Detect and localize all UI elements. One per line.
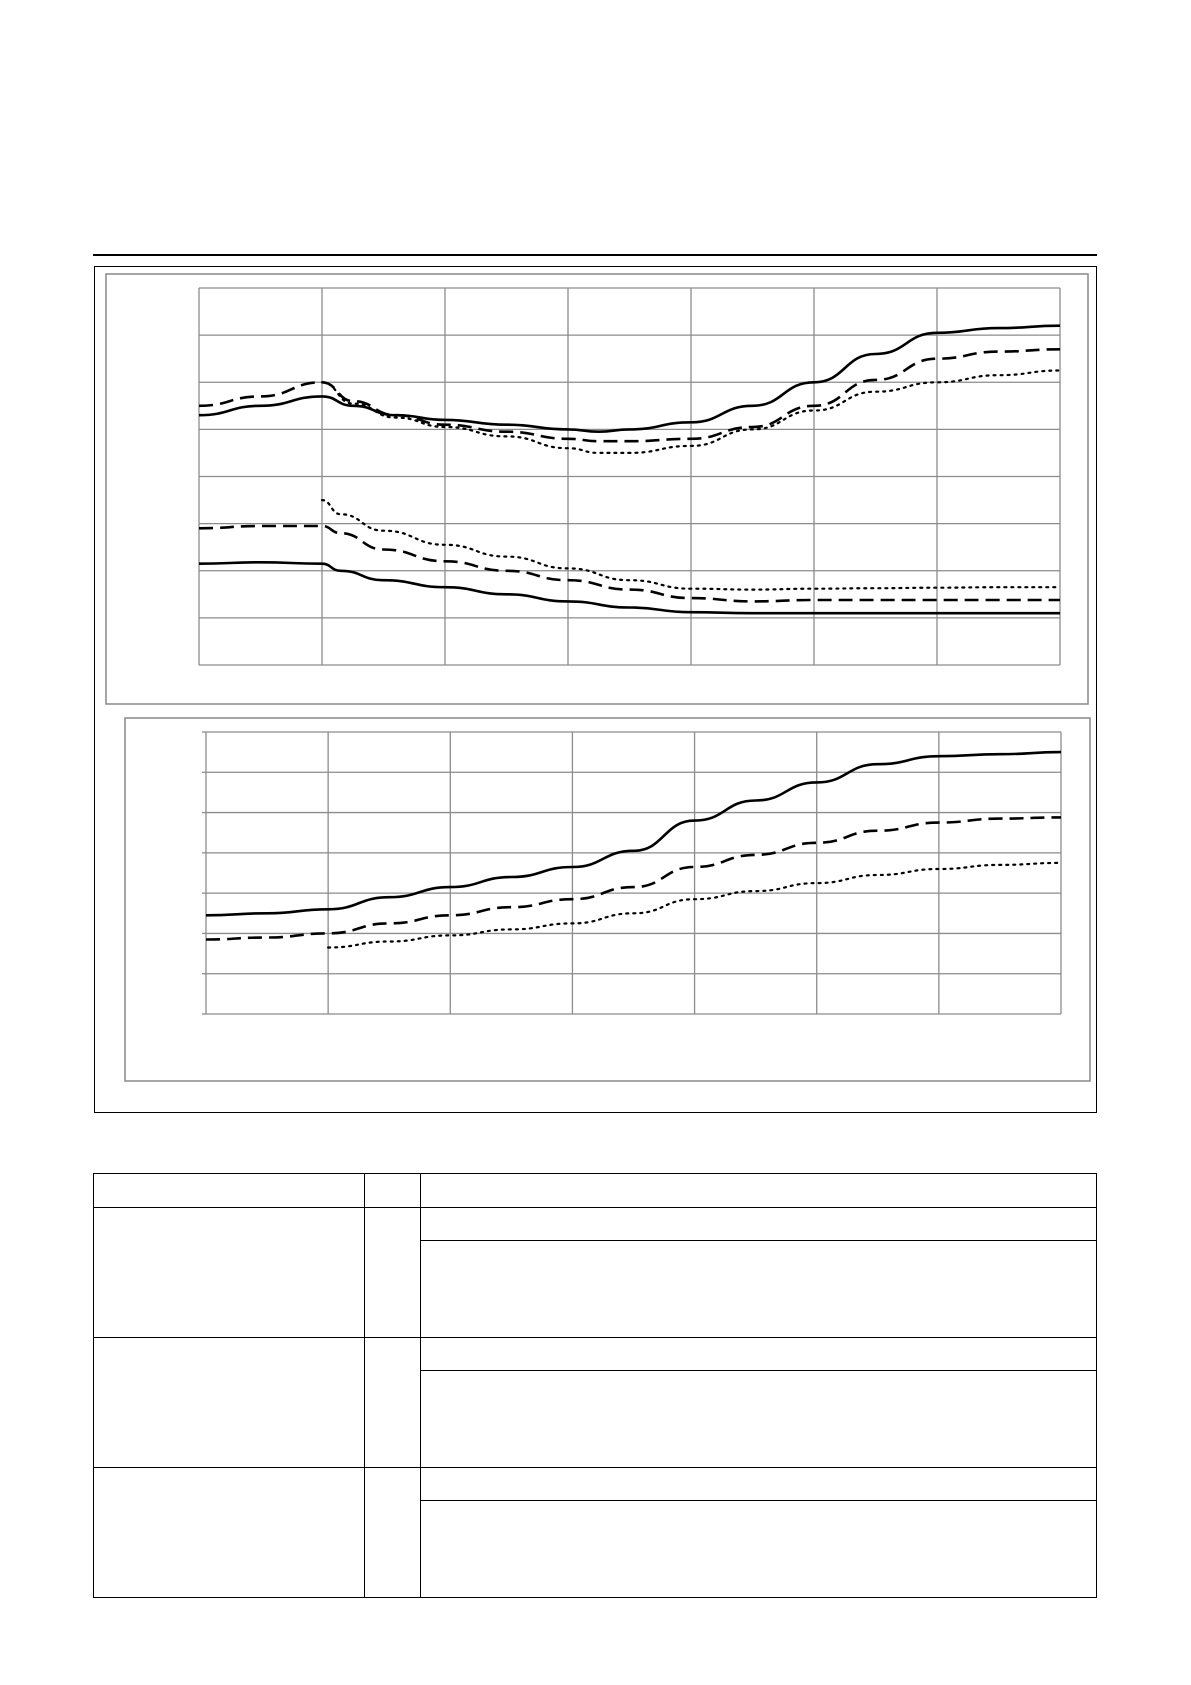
series-line-solid bbox=[206, 752, 1061, 915]
figure-frame bbox=[94, 266, 1097, 1113]
series-line-dashed-lower bbox=[199, 526, 1060, 601]
table-row bbox=[94, 1468, 1097, 1501]
series-line-dashed bbox=[206, 817, 1061, 939]
upper-chart-panel bbox=[106, 274, 1088, 704]
table-header-cell bbox=[94, 1174, 365, 1208]
row-body-cell bbox=[421, 1241, 1097, 1338]
row-subheader-cell bbox=[421, 1208, 1097, 1241]
row-label-cell bbox=[94, 1468, 365, 1598]
row-subheader-cell bbox=[421, 1338, 1097, 1371]
figure-svg bbox=[95, 267, 1098, 1114]
series-line-solid-lower bbox=[199, 562, 1060, 613]
row-mark-cell bbox=[365, 1208, 421, 1338]
row-label-cell bbox=[94, 1338, 365, 1468]
table-row bbox=[94, 1208, 1097, 1241]
top-rule bbox=[93, 254, 1097, 256]
row-mark-cell bbox=[365, 1338, 421, 1468]
row-label-cell bbox=[94, 1208, 365, 1338]
row-body-cell bbox=[421, 1371, 1097, 1468]
lower-chart bbox=[202, 732, 1061, 1014]
row-body-cell bbox=[421, 1501, 1097, 1598]
table-row bbox=[94, 1338, 1097, 1371]
table-header-row bbox=[94, 1174, 1097, 1208]
row-subheader-cell bbox=[421, 1468, 1097, 1501]
row-mark-cell bbox=[365, 1468, 421, 1598]
table-header-cell bbox=[365, 1174, 421, 1208]
table-header-cell bbox=[421, 1174, 1097, 1208]
spec-table bbox=[93, 1173, 1097, 1598]
